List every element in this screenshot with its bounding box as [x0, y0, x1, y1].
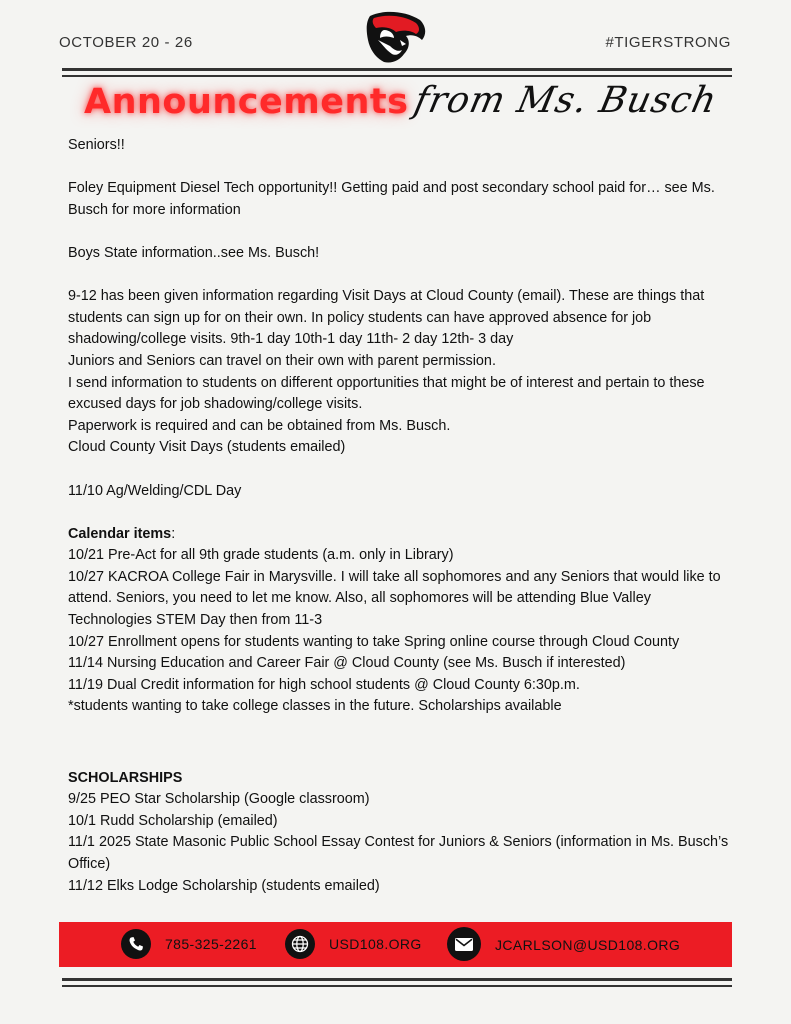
calendar-item: 10/27 Enrollment opens for students wanting to take Spring online course through Cloud County [68, 633, 680, 650]
scholarship-item: 11/1 2025 State Masonic Public School Essay Contest for Juniors & Seniors (information in Ms. Busch’s Office) [68, 834, 729, 872]
announcement-body [68, 135, 732, 897]
phone-contact[interactable] [121, 929, 257, 959]
header-rule-bottom [62, 75, 732, 77]
foley-announcement: Foley Equipment Diesel Tech opportunity!! Getting paid and post secondary school paid for… see Ms. Busch for more information [68, 180, 715, 218]
calendar-item: 10/21 Pre-Act for all 9th grade students (a.m. only in Library) [68, 547, 454, 564]
visit-days-line: Juniors and Seniors can travel on their own with parent permission. [68, 352, 496, 369]
scholarships-heading: SCHOLARSHIPS [68, 769, 183, 786]
header-rule-top [62, 68, 732, 71]
phone-icon [121, 929, 151, 959]
hashtag: #TIGERSTRONG [605, 34, 731, 51]
email-contact[interactable] [447, 929, 680, 961]
footer-rule-bottom [62, 985, 732, 987]
boys-state-announcement: Boys State information..see Ms. Busch! [68, 244, 320, 261]
page-title: Announcements [84, 82, 409, 122]
phone-number: 785-325-2261 [165, 936, 257, 952]
calendar-item: 11/14 Nursing Education and Career Fair @ Cloud County (see Ms. Busch if interested) [68, 655, 626, 672]
calendar-item: 10/27 KACROA College Fair in Marysville. I will take all sophomores and any Seniors that would like to attend. Seniors, you need to let me know. Also, all sophomores will be attending Blue Valley Technologies STEM Day then from 11-3 [68, 568, 721, 629]
website-url: USD108.ORG [329, 936, 422, 952]
email-address: JCARLSON@USD108.ORG [495, 937, 681, 953]
calendar-heading [68, 524, 732, 546]
scholarship-item: 11/12 Elks Lodge Scholarship (students emailed) [68, 877, 380, 894]
footer-rule-top [62, 978, 732, 981]
calendar-item: 11/19 Dual Credit information for high school students @ Cloud County 6:30p.m. [68, 676, 580, 693]
seniors-heading: Seniors!! [68, 137, 125, 153]
visit-days-line: I send information to students on different opportunities that might be of interest and pertain to these excused days for job shadowing/college visits. [68, 374, 705, 413]
calendar-heading-colon: : [171, 525, 176, 542]
website-contact[interactable] [285, 929, 422, 959]
visit-days-paragraph: 9-12 has been given information regarding Visit Days at Cloud County (email). These are things that students can sign up for on their own. In policy students can have approved absence for job shadowing/college visits. 9th-1 day 10th-1 day 11th- 2 day 12th- 3 day [68, 288, 705, 348]
page-subtitle-script: from Ms. Busch [410, 80, 721, 121]
scholarship-item: 9/25 PEO Star Scholarship (Google classroom) [68, 791, 370, 808]
contact-footer [59, 922, 732, 967]
visit-days-line: Paperwork is required and can be obtained from Ms. Busch. [68, 417, 451, 434]
calendar-heading-label: Calendar items [68, 525, 172, 542]
tiger-head-logo [364, 10, 428, 66]
globe-icon [285, 929, 315, 959]
date-range: OCTOBER 20 - 26 [59, 34, 193, 51]
email-icon [447, 927, 481, 961]
ag-day-announcement: 11/10 Ag/Welding/CDL Day [68, 482, 242, 499]
scholarship-item: 10/1 Rudd Scholarship (emailed) [68, 812, 278, 829]
calendar-item: *students wanting to take college classes in the future. Scholarships available [68, 698, 562, 715]
visit-days-line: Cloud County Visit Days (students emailed) [68, 439, 346, 456]
